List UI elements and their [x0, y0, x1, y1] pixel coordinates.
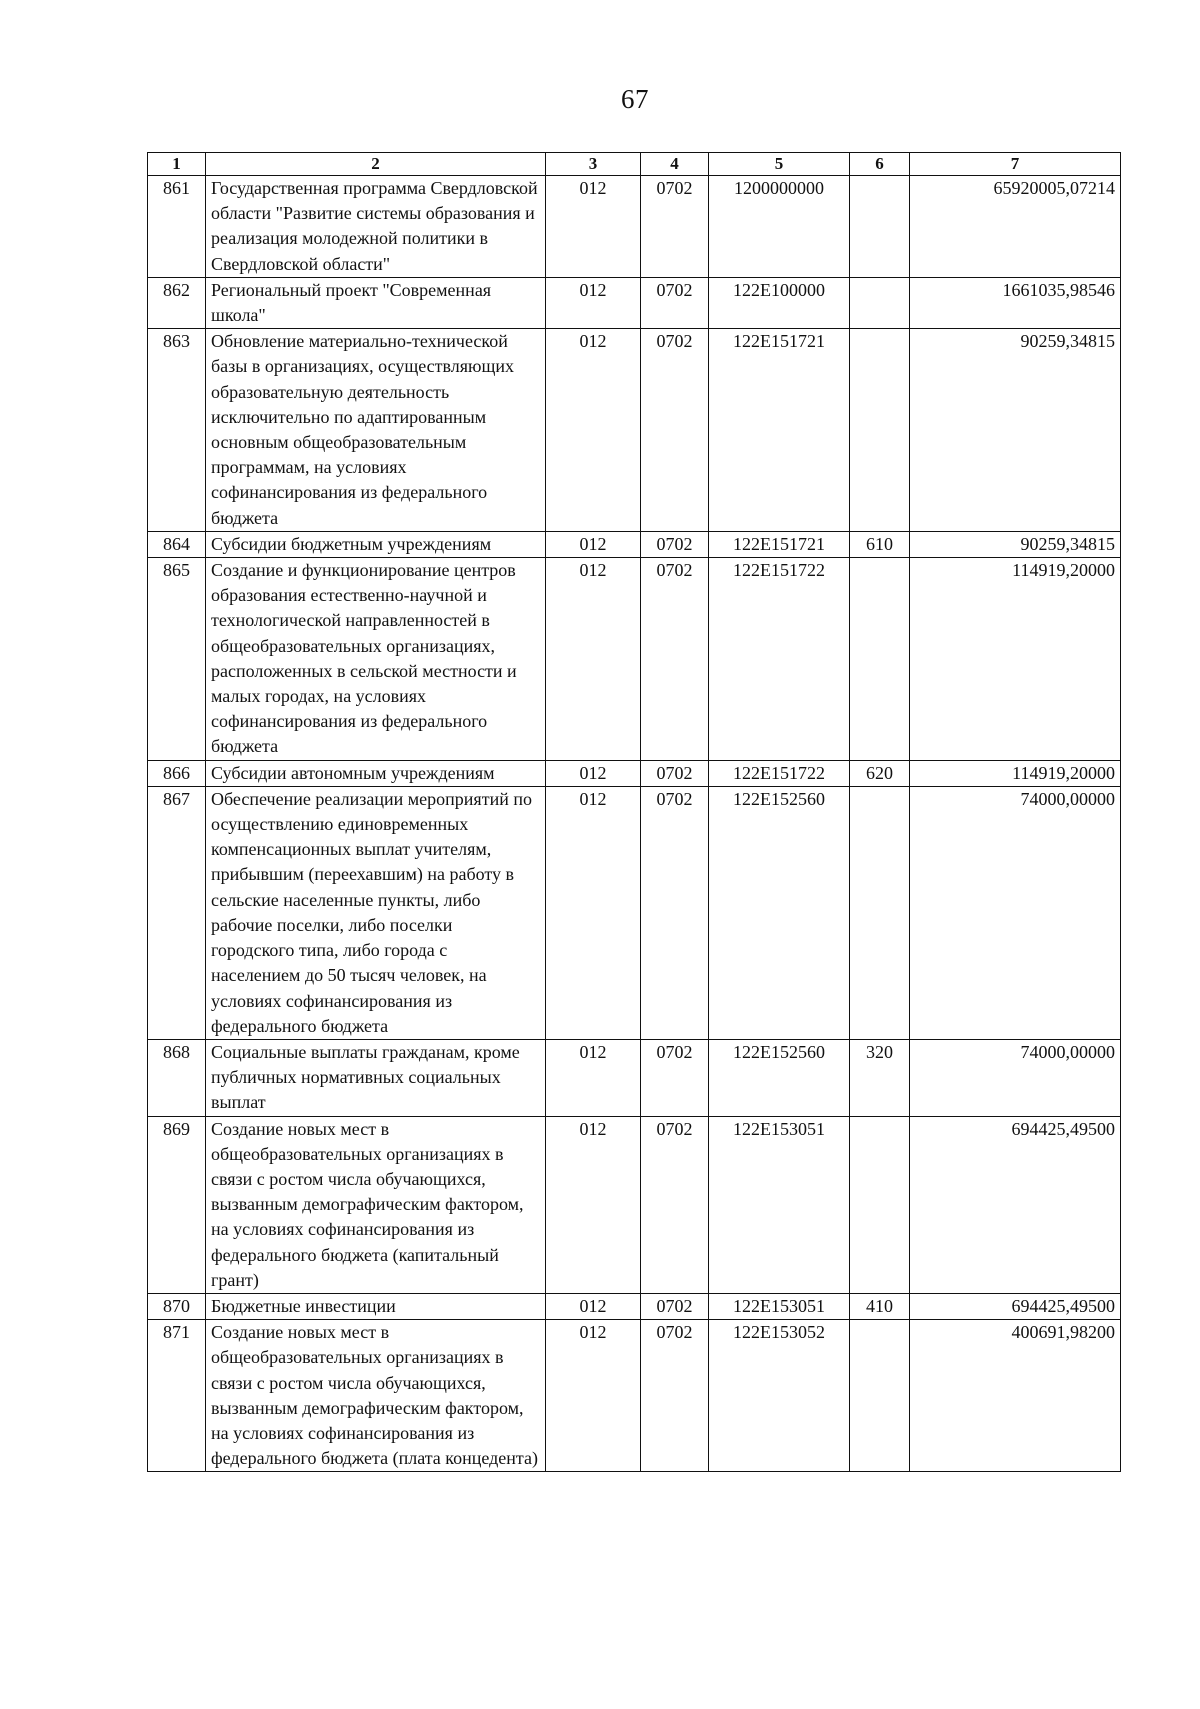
expense-type-code [850, 1116, 910, 1293]
amount: 114919,20000 [910, 760, 1121, 786]
target-article-code: 122E152560 [709, 1039, 850, 1116]
amount: 90259,34815 [910, 531, 1121, 557]
target-article-code: 122E152560 [709, 786, 850, 1039]
target-article-code: 122E151722 [709, 760, 850, 786]
item-name: Создание новых мест в общеобразовательных организациях в связи с ростом числа обучающихся, вызванным демографическим фактором, на условиях софинансирования из федерального бюджета (капитальный грант) [206, 1116, 546, 1293]
ministry-code: 012 [546, 558, 641, 761]
column-header: 5 [709, 153, 850, 176]
expense-type-code [850, 558, 910, 761]
expense-type-code: 410 [850, 1293, 910, 1319]
target-article-code: 1200000000 [709, 176, 850, 278]
column-header: 1 [148, 153, 206, 176]
table-row [148, 531, 1121, 557]
ministry-code: 012 [546, 786, 641, 1039]
row-number: 862 [148, 277, 206, 328]
table-row [148, 786, 1121, 1039]
item-name: Обновление материально-технической базы в организациях, осуществляющих образовательную деятельность исключительно по адаптированным основным общеобразовательным программам, на условиях софинансирования из федерального бюджета [206, 329, 546, 532]
table-row [148, 1320, 1121, 1472]
amount: 90259,34815 [910, 329, 1121, 532]
target-article-code: 122E153052 [709, 1320, 850, 1472]
target-article-code: 122E151722 [709, 558, 850, 761]
item-name: Государственная программа Свердловской области "Развитие системы образования и реализация молодежной политики в Свердловской области" [206, 176, 546, 278]
item-name: Региональный проект "Современная школа" [206, 277, 546, 328]
ministry-code: 012 [546, 760, 641, 786]
ministry-code: 012 [546, 277, 641, 328]
row-number: 863 [148, 329, 206, 532]
section-code: 0702 [641, 176, 709, 278]
column-header: 4 [641, 153, 709, 176]
amount: 694425,49500 [910, 1293, 1121, 1319]
ministry-code: 012 [546, 1116, 641, 1293]
ministry-code: 012 [546, 329, 641, 532]
row-number: 871 [148, 1320, 206, 1472]
table-row [148, 1293, 1121, 1319]
item-name: Субсидии бюджетным учреждениям [206, 531, 546, 557]
section-code: 0702 [641, 329, 709, 532]
ministry-code: 012 [546, 1293, 641, 1319]
table-row [148, 558, 1121, 761]
table-row [148, 1039, 1121, 1116]
header-row [148, 153, 1121, 176]
amount: 74000,00000 [910, 786, 1121, 1039]
ministry-code: 012 [546, 1320, 641, 1472]
expense-type-code [850, 277, 910, 328]
expense-type-code: 320 [850, 1039, 910, 1116]
item-name: Бюджетные инвестиции [206, 1293, 546, 1319]
section-code: 0702 [641, 1320, 709, 1472]
column-header: 2 [206, 153, 546, 176]
target-article-code: 122E153051 [709, 1116, 850, 1293]
amount: 694425,49500 [910, 1116, 1121, 1293]
ministry-code: 012 [546, 531, 641, 557]
target-article-code: 122E153051 [709, 1293, 850, 1319]
expense-type-code [850, 176, 910, 278]
page-number: 67 [621, 84, 649, 114]
target-article-code: 122E100000 [709, 277, 850, 328]
row-number: 864 [148, 531, 206, 557]
expense-type-code: 610 [850, 531, 910, 557]
section-code: 0702 [641, 760, 709, 786]
table-row [148, 1116, 1121, 1293]
row-number: 870 [148, 1293, 206, 1319]
section-code: 0702 [641, 277, 709, 328]
section-code: 0702 [641, 1293, 709, 1319]
expense-type-code [850, 786, 910, 1039]
budget-table [147, 152, 1121, 1472]
row-number: 869 [148, 1116, 206, 1293]
table-body [148, 176, 1121, 1472]
amount: 400691,98200 [910, 1320, 1121, 1472]
expense-type-code: 620 [850, 760, 910, 786]
expense-type-code [850, 329, 910, 532]
section-code: 0702 [641, 786, 709, 1039]
column-header: 6 [850, 153, 910, 176]
target-article-code: 122E151721 [709, 329, 850, 532]
row-number: 866 [148, 760, 206, 786]
section-code: 0702 [641, 531, 709, 557]
amount: 65920005,07214 [910, 176, 1121, 278]
item-name: Создание и функционирование центров образования естественно-научной и технологической направленностей в общеобразовательных организациях, расположенных в сельской местности и малых городах, на условиях софинансирования из федерального бюджета [206, 558, 546, 761]
item-name: Обеспечение реализации мероприятий по осуществлению единовременных компенсационных выплат учителям, прибывшим (переехавшим) на работу в сельские населенные пункты, либо рабочие поселки, либо поселки городского типа, либо города с населением до 50 тысяч человек, на условиях софинансирования из федерального бюджета [206, 786, 546, 1039]
table-row [148, 760, 1121, 786]
section-code: 0702 [641, 1039, 709, 1116]
amount: 1661035,98546 [910, 277, 1121, 328]
row-number: 868 [148, 1039, 206, 1116]
target-article-code: 122E151721 [709, 531, 850, 557]
column-header: 7 [910, 153, 1121, 176]
item-name: Социальные выплаты гражданам, кроме публичных нормативных социальных выплат [206, 1039, 546, 1116]
table-row [148, 277, 1121, 328]
item-name: Субсидии автономным учреждениям [206, 760, 546, 786]
row-number: 865 [148, 558, 206, 761]
expense-type-code [850, 1320, 910, 1472]
ministry-code: 012 [546, 1039, 641, 1116]
table-row [148, 176, 1121, 278]
amount: 74000,00000 [910, 1039, 1121, 1116]
row-number: 867 [148, 786, 206, 1039]
ministry-code: 012 [546, 176, 641, 278]
row-number: 861 [148, 176, 206, 278]
item-name: Создание новых мест в общеобразовательных организациях в связи с ростом числа обучающихся, вызванным демографическим фактором, на условиях софинансирования из федерального бюджета (плата концедента) [206, 1320, 546, 1472]
table-row [148, 329, 1121, 532]
section-code: 0702 [641, 1116, 709, 1293]
column-header: 3 [546, 153, 641, 176]
amount: 114919,20000 [910, 558, 1121, 761]
section-code: 0702 [641, 558, 709, 761]
